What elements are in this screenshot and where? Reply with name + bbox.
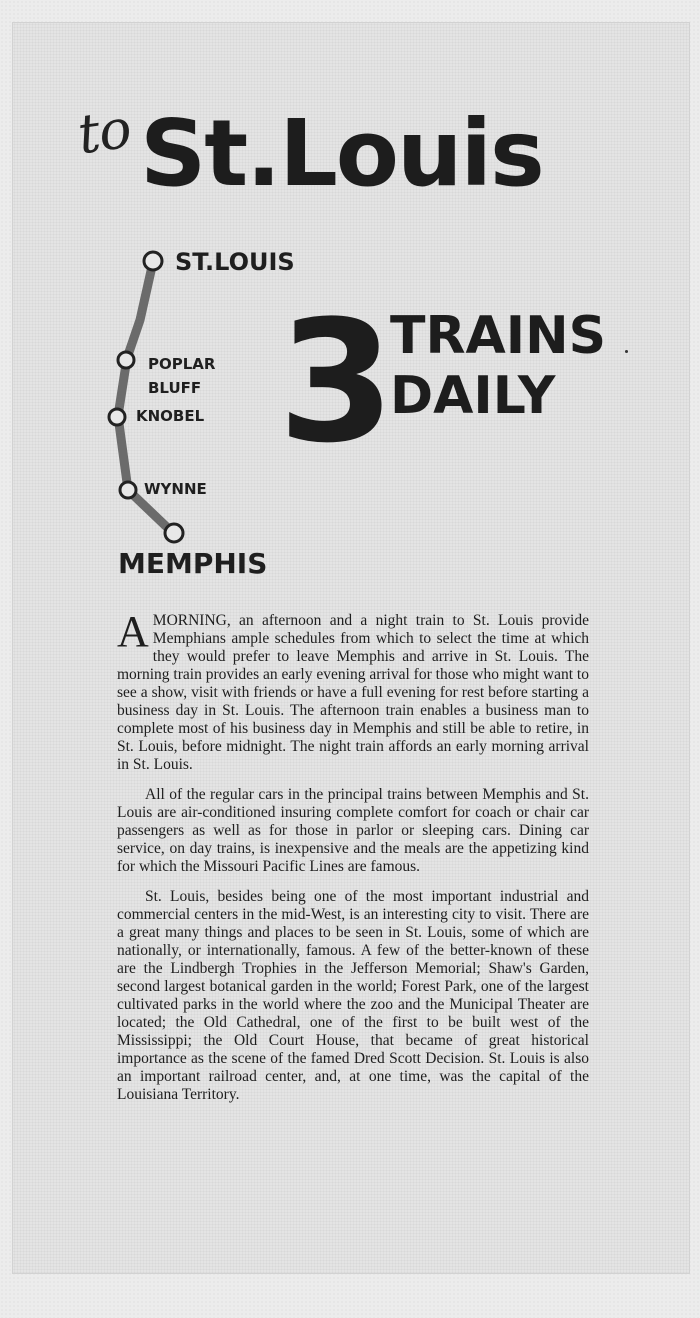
stop-label-poplar-bluff (148, 352, 215, 400)
stop-label-wynne: WYNNE (144, 480, 207, 498)
stop-marker-st-louis (144, 252, 162, 270)
paragraph-comfort: All of the regular cars in the principal trains between Memphis and St. Louis are air-conditioned insuring complete comfort for coach or chair car passengers as well as for those in parlor or sleeping cars. Dining car service, on day trains, is inexpensive and the meals are the appetizing kind for which the Missouri Pacific Lines are famous. (117, 786, 589, 875)
trains-word: TRAINS (390, 306, 607, 366)
stop-marker-poplar-bluff (118, 352, 134, 368)
stop-marker-memphis (165, 524, 183, 542)
body-copy (117, 607, 589, 1116)
headline-city: St.Louis (140, 100, 543, 207)
drop-cap: A (117, 607, 149, 656)
stop-label-st-louis: ST.LOUIS (175, 248, 295, 276)
stop-label-knobel: KNOBEL (136, 407, 205, 425)
stop-label-memphis: MEMPHIS (118, 547, 268, 580)
stop-label-poplar: POPLAR (148, 355, 216, 373)
paragraph-attractions: St. Louis, besides being one of the most important industrial and commercial centers in the mid-West, is an interesting city to visit. There are a great many things and places to be seen in St. Louis, some of which are nationally, or internationally, famous. A few of the better-known of these are the Lindbergh Trophies in the Jefferson Memorial; Shaw's Garden, second largest botanical garden in the world; Forest Park, one of the largest cultivated parks in the world where the zoo and the Municipal Theater are located; the Old Cathedral, one of the first to be built west of the Mississippi; the Old Court House, that became of great historical importance as the scene of the famed Dred Scott Decision. St. Louis is also an important railroad center, and, at one time, was the capital of the Louisiana Territory. (117, 888, 589, 1103)
paragraph-schedules-text: MORNING, an afternoon and a night train to St. Louis provide Memphians ample schedules from which to select the time at which they would prefer to leave Memphis and arrive in St. Louis. The morning train provides an early evening arrival for those who might want to see a show, visit with friends or have a full evening for rest before starting a business day in St. Louis. The afternoon train enables a business man to complete most of his business day in Memphis and still be able to retire, in St. Louis, before midnight. The night train affords an early morning arrival in St. Louis. (117, 612, 589, 773)
trains-count: 3 (278, 284, 391, 480)
paragraph-schedules (117, 607, 589, 774)
stop-label-bluff: BLUFF (148, 379, 202, 397)
stop-marker-wynne (120, 482, 136, 498)
stop-marker-knobel (109, 409, 125, 425)
print-speck (625, 350, 628, 353)
daily-word: DAILY (390, 366, 556, 426)
trains-daily-label (390, 306, 606, 426)
headline-to: to (73, 96, 135, 167)
